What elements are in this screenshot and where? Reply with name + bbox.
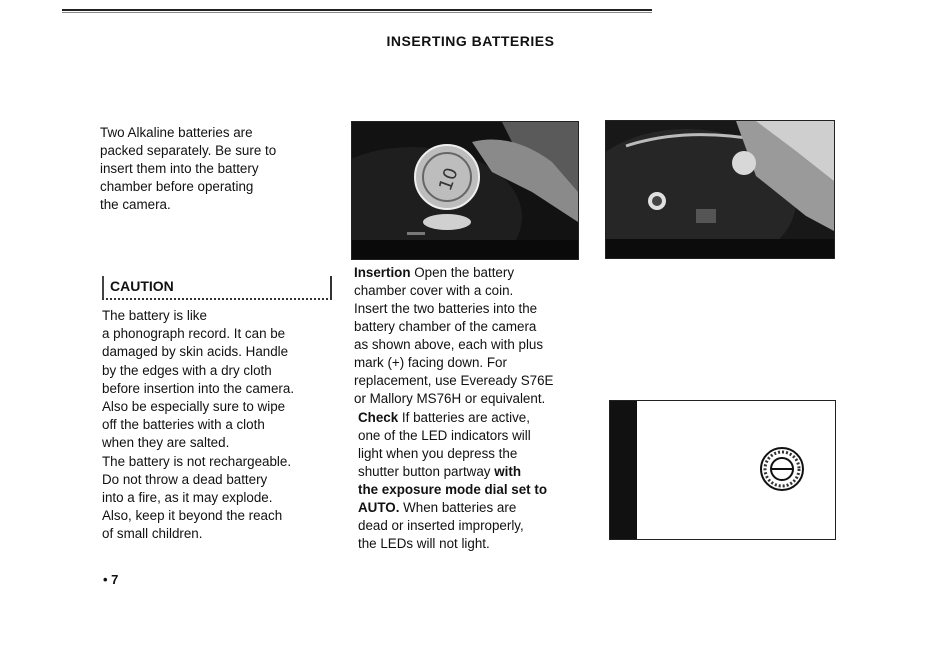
insertion-text: Open the battery chamber cover with a coin. Insert the two batteries into the battery chamber of the camera as shown above, each with plus mark (+) facing down. For replacement, use Eveready S76E or Mallory MS76H or equivalent. xyxy=(354,265,554,406)
check-text-2: When batteries are dead or inserted improperly, the LEDs will not light. xyxy=(358,500,524,551)
insertion-paragraph xyxy=(354,264,594,408)
coin-opening-battery-cover-photo xyxy=(351,121,579,260)
insertion-label: Insertion xyxy=(354,265,411,280)
caution-label: CAUTION xyxy=(110,278,174,294)
page-heading: INSERTING BATTERIES xyxy=(386,33,555,49)
intro-paragraph: Two Alkaline batteries are packed separately. Be sure to insert them into the battery chamber before operating the camera. xyxy=(100,125,277,212)
coin-photo-art xyxy=(352,122,578,259)
top-rule-secondary xyxy=(62,12,652,13)
svg-text:10: 10 xyxy=(435,164,463,194)
check-bold-text: with the exposure mode dial set to AUTO. xyxy=(358,464,547,515)
battery-photo-art xyxy=(606,121,834,258)
check-paragraph xyxy=(358,409,594,553)
viewfinder-led-indicator-icon xyxy=(758,445,806,493)
caution-paragraph: The battery is like a phonograph record. It can be damaged by skin acids. Handle by the edges with a dry cloth before insertion into the camera. Also be especially sure to wipe off the batteries with a cloth when they are salted. The battery is not rechargeable. Do not throw a dead battery into a fire, as it may explode. Also, keep it beyond the reach of small children. xyxy=(102,308,295,542)
caution-header xyxy=(100,276,332,300)
check-label: Check xyxy=(358,410,399,425)
top-rule xyxy=(62,9,652,11)
check-text-1: If batteries are active, one of the LED indicators will light when you depress the shutter button partway xyxy=(358,410,531,479)
page-number: • 7 xyxy=(103,572,119,587)
inserting-battery-photo xyxy=(605,120,835,259)
viewfinder-diagram xyxy=(609,400,836,540)
viewfinder-edge-bar xyxy=(610,401,637,539)
